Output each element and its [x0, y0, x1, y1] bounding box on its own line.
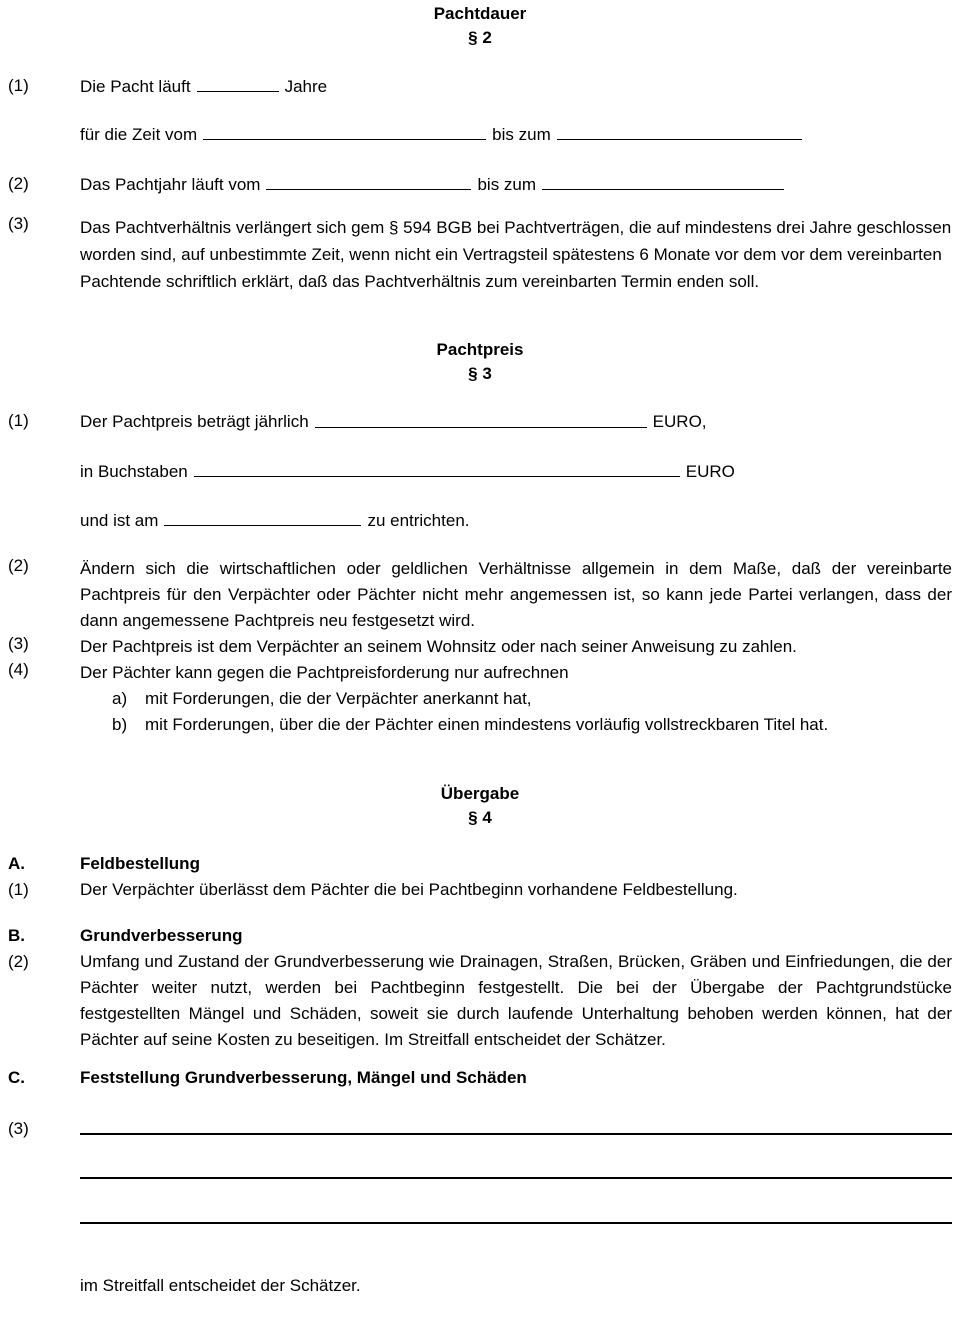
clause-text: bis zum — [492, 125, 551, 145]
clause-row — [8, 76, 952, 145]
part-letter: B. — [8, 925, 25, 945]
clause-number: (1) — [8, 879, 29, 899]
clause-row — [8, 556, 952, 634]
clause-row — [8, 174, 952, 195]
clause-number: (2) — [8, 555, 29, 575]
clause-number: (3) — [8, 633, 29, 653]
form-line — [80, 411, 952, 432]
form-line — [80, 76, 952, 97]
clause-text: EURO, — [652, 412, 707, 432]
section-uebergabe — [8, 782, 952, 1299]
clause-text: in Buchstaben — [80, 461, 188, 481]
section-pachtdauer — [8, 2, 952, 295]
clause-number: (4) — [8, 659, 29, 679]
clause-text: Das Pachtjahr läuft vom — [80, 175, 261, 195]
clause-number: (1) — [8, 76, 29, 95]
section-title: Übergabe — [440, 783, 520, 803]
sub-clause-label: b) — [112, 714, 128, 734]
blank-pachtpreis-betrag — [315, 411, 647, 427]
part-letter: C. — [8, 1067, 25, 1087]
clause-row — [8, 877, 952, 903]
clause-text: Umfang und Zustand der Grundverbesserung wie Drainagen, Straßen, Brücken, Gräben und Einfriedungen, die der Pächter weiter nutzt, werden bei Pachtbeginn festgestellt. Die bei der Übergabe der Pachtgrundstücke festgestellten Mängel und Schäden, soweit sie durch laufende Unterhaltung behoben werden können, hat der Pächter auf seine Kosten zu beseitigen. Im Streitfall entscheidet der Schätzer. — [80, 951, 952, 1049]
part-heading-row-b — [8, 923, 952, 949]
blank-pachtjahr-vom — [266, 174, 471, 190]
clause-row — [8, 660, 952, 738]
form-line — [80, 174, 952, 195]
clause-row — [8, 1119, 952, 1224]
clause-text: Der Pachtpreis beträgt jährlich — [80, 412, 309, 432]
clause-row — [8, 411, 952, 530]
form-line — [80, 461, 952, 482]
sub-clause-b — [80, 712, 952, 738]
section-heading — [8, 2, 952, 50]
clause-text: Der Verpächter überlässt dem Pächter die bei Pachtbeginn vorhandene Feldbestellung. — [80, 879, 738, 899]
section-heading — [8, 338, 952, 386]
sub-clause-label: a) — [112, 688, 128, 708]
clause-text: für die Zeit vom — [80, 125, 198, 145]
part-heading: Feststellung Grundverbesserung, Mängel und Schäden — [80, 1067, 527, 1087]
blank-zeit-vom — [203, 124, 486, 140]
clause-text: Das Pachtverhältnis verlängert sich gem § 594 BGB bei Pachtverträgen, die auf mindestens drei Jahre geschlossen worden sind, auf unbestimmte Zeit, wenn nicht ein Vertragsteil spätestens 6 Monate vor dem vor dem vereinbarten Pachtende schriftlich erklärt, daß das Pachtverhältnis zum vereinbarten Termin enden soll. — [80, 218, 952, 292]
clause-text: mit Forderungen, über die der Pächter einen mindestens vorläufig vollstreckbaren Titel hat. — [145, 714, 829, 734]
clause-text: Ändern sich die wirtschaftlichen oder geldlichen Verhältnisse allgemein in dem Maße, daß der vereinbarte Pachtpreis für den Verpächter oder Pächter nicht mehr angemessen ist, so kann jede Partei verlangen, dass der dann angemessene Pachtpreis neu festgesetzt wird. — [80, 558, 952, 630]
paragraph-mark: § 2 — [468, 28, 492, 47]
clause-text: mit Forderungen, die der Verpächter anerkannt hat, — [145, 688, 532, 708]
clause-text: Jahre — [284, 77, 328, 97]
part-heading: Grundverbesserung — [80, 925, 243, 945]
clause-number: (3) — [8, 214, 29, 234]
section-pachtpreis — [8, 338, 952, 737]
part-heading: Feldbestellung — [80, 853, 200, 873]
part-letter: A. — [8, 853, 25, 873]
clause-row — [8, 634, 952, 660]
blank-pachtjahr-bis — [542, 174, 784, 190]
clause-text: EURO — [685, 461, 735, 481]
section-title: Pachtpreis — [436, 340, 524, 360]
blank-feststellung-line-3 — [80, 1179, 952, 1224]
clause-text: und ist am — [80, 510, 159, 530]
section-title: Pachtdauer — [433, 4, 527, 23]
clause-row — [8, 949, 952, 1053]
clause-number: (2) — [8, 951, 29, 971]
closing-text: im Streitfall entscheidet der Schätzer. — [80, 1275, 361, 1295]
closing-row — [8, 1273, 952, 1299]
section-heading — [8, 782, 952, 830]
blank-zeit-bis — [557, 124, 802, 140]
clause-text: Der Pächter kann gegen die Pachtpreisforderung nur aufrechnen — [80, 662, 569, 682]
clause-text: bis zum — [477, 175, 537, 195]
blank-pachtdauer-jahre — [197, 76, 279, 92]
part-heading-row-a — [8, 851, 952, 877]
paragraph-mark: § 3 — [468, 364, 492, 384]
clause-number: (3) — [8, 1118, 29, 1138]
paragraph-mark: § 4 — [468, 807, 492, 827]
clause-number: (1) — [8, 411, 29, 431]
blank-feststellung-line-1 — [80, 1119, 952, 1135]
blank-faelligkeit — [164, 510, 361, 526]
clause-number: (2) — [8, 174, 29, 194]
blank-feststellung-line-2 — [80, 1135, 952, 1179]
clause-row — [8, 214, 952, 295]
sub-clause-a — [80, 686, 952, 712]
part-heading-row-c — [8, 1065, 952, 1091]
clause-text: zu entrichten. — [367, 510, 470, 530]
blank-pachtpreis-buchstaben — [194, 461, 680, 477]
form-line — [80, 510, 952, 531]
clause-text: Der Pachtpreis ist dem Verpächter an seinem Wohnsitz oder nach seiner Anweisung zu zahlen. — [80, 636, 797, 656]
form-line — [80, 124, 952, 145]
clause-text: Die Pacht läuft — [80, 77, 191, 97]
